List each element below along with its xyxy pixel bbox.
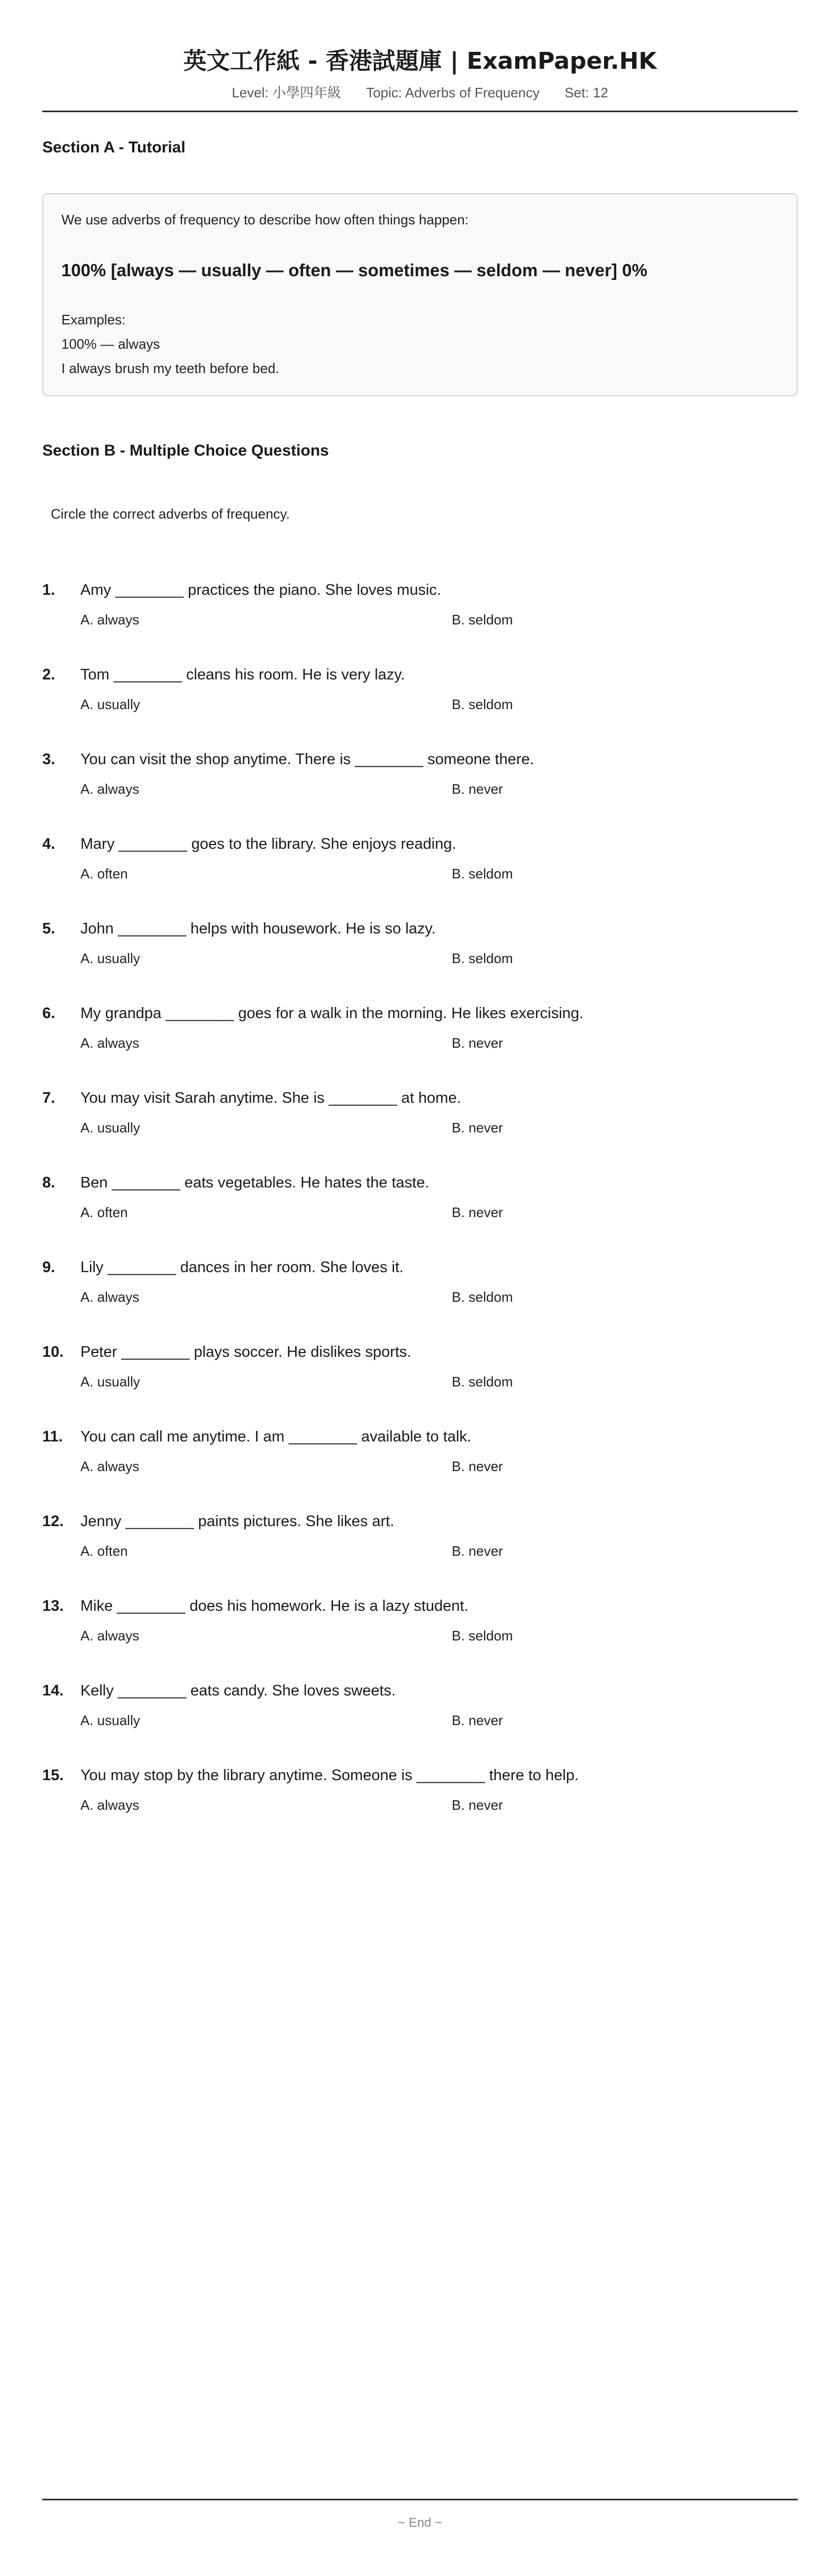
question-text: John ________ helps with housework. He is so lazy. (80, 920, 436, 937)
question-number: 12. (42, 1513, 64, 1530)
tutorial-examples (61, 307, 279, 380)
question-text: My grandpa ________ goes for a walk in the morning. He likes exercising. (80, 1005, 584, 1022)
option-a[interactable]: A. always (80, 1797, 140, 1813)
end-marker: ~ End ~ (397, 2516, 443, 2530)
option-b[interactable]: B. never (452, 1458, 503, 1474)
question-item (42, 1087, 798, 1151)
question-number: 6. (42, 1005, 56, 1022)
question-item (42, 1765, 798, 1828)
question-item (42, 1172, 798, 1236)
question-item (42, 1426, 798, 1490)
question-number: 4. (42, 836, 56, 852)
example-sentence: I always brush my teeth before bed. (61, 360, 279, 376)
question-number: 5. (42, 920, 56, 937)
option-a[interactable]: A. always (80, 781, 140, 797)
header-divider (42, 111, 798, 112)
option-b[interactable]: B. never (452, 1797, 503, 1813)
option-a[interactable]: A. usually (80, 950, 140, 966)
footer-divider (42, 2499, 798, 2500)
option-a[interactable]: A. always (80, 1035, 140, 1051)
question-number: 10. (42, 1344, 64, 1360)
tutorial-box (42, 193, 798, 396)
option-a[interactable]: A. often (80, 1543, 128, 1559)
question-number: 8. (42, 1174, 56, 1191)
question-number: 2. (42, 666, 56, 683)
topic-label: Topic: Adverbs of Frequency (366, 85, 540, 101)
question-text: Kelly ________ eats candy. She loves sweets. (80, 1682, 396, 1699)
question-item (42, 1680, 798, 1744)
worksheet-header (42, 42, 798, 102)
question-number: 3. (42, 751, 56, 768)
option-a[interactable]: A. always (80, 1628, 140, 1644)
worksheet-title: 英文工作紙 - 香港試題庫 | ExamPaper.HK (183, 48, 657, 75)
question-item (42, 664, 798, 728)
examples-label: Examples: (61, 312, 126, 328)
frequency-scale: 100% [always — usually — often — sometimes — seldom — never] 0% (61, 260, 647, 280)
question-number: 7. (42, 1090, 56, 1106)
section-b-heading: Section B - Multiple Choice Questions (42, 442, 329, 459)
question-text: You can visit the shop anytime. There is ________ someone there. (80, 751, 534, 768)
question-text: Mike ________ does his homework. He is a lazy student. (80, 1598, 469, 1614)
instruction-text: Circle the correct adverbs of frequency. (51, 506, 290, 522)
option-b[interactable]: B. never (452, 1204, 503, 1220)
option-b[interactable]: B. seldom (452, 696, 513, 712)
option-a[interactable]: A. always (80, 612, 140, 628)
option-a[interactable]: A. often (80, 1204, 128, 1220)
section-a-heading: Section A - Tutorial (42, 139, 186, 156)
question-item (42, 1003, 798, 1066)
question-item (42, 1257, 798, 1320)
option-b[interactable]: B. never (452, 1035, 503, 1051)
question-text: Mary ________ goes to the library. She enjoys reading. (80, 836, 456, 852)
question-text: Ben ________ eats vegetables. He hates the taste. (80, 1174, 430, 1191)
option-b[interactable]: B. seldom (452, 1628, 513, 1644)
question-item (42, 1341, 798, 1405)
level-label: Level: 小學四年級 (232, 85, 341, 101)
option-a[interactable]: A. usually (80, 696, 140, 712)
question-number: 14. (42, 1682, 64, 1699)
option-b[interactable]: B. seldom (452, 1289, 513, 1305)
question-text: You can call me anytime. I am ________ available to talk. (80, 1428, 471, 1445)
question-item (42, 918, 798, 982)
question-number: 15. (42, 1767, 64, 1784)
option-b[interactable]: B. seldom (452, 1374, 513, 1390)
option-b[interactable]: B. seldom (452, 612, 513, 628)
question-text: You may visit Sarah anytime. She is ________ at home. (80, 1090, 461, 1106)
question-number: 9. (42, 1259, 56, 1276)
option-a[interactable]: A. always (80, 1289, 140, 1305)
option-b[interactable]: B. never (452, 781, 503, 797)
question-text: Peter ________ plays soccer. He dislikes sports. (80, 1344, 412, 1360)
question-item (42, 749, 798, 812)
option-a[interactable]: A. usually (80, 1374, 140, 1390)
worksheet-meta (42, 84, 798, 102)
question-item (42, 833, 798, 897)
option-a[interactable]: A. always (80, 1458, 140, 1474)
option-b[interactable]: B. never (452, 1712, 503, 1728)
question-text: Tom ________ cleans his room. He is very lazy. (80, 666, 405, 683)
tutorial-intro: We use adverbs of frequency to describe how often things happen: (61, 212, 469, 228)
question-number: 13. (42, 1598, 64, 1614)
question-text: Amy ________ practices the piano. She loves music. (80, 582, 441, 598)
option-b[interactable]: B. seldom (452, 950, 513, 966)
question-item (42, 1595, 798, 1659)
option-a[interactable]: A. often (80, 866, 128, 882)
option-a[interactable]: A. usually (80, 1712, 140, 1728)
set-label: Set: 12 (564, 85, 608, 101)
question-item (42, 1511, 798, 1574)
question-item (42, 579, 798, 643)
question-text: You may stop by the library anytime. Someone is ________ there to help. (80, 1767, 579, 1784)
question-text: Lily ________ dances in her room. She loves it. (80, 1259, 404, 1276)
question-number: 1. (42, 582, 56, 598)
option-b[interactable]: B. never (452, 1543, 503, 1559)
option-a[interactable]: A. usually (80, 1120, 140, 1136)
option-b[interactable]: B. never (452, 1120, 503, 1136)
option-b[interactable]: B. seldom (452, 866, 513, 882)
question-number: 11. (42, 1428, 63, 1445)
worksheet-page (42, 0, 798, 2576)
example-line: 100% — always (61, 336, 160, 352)
question-text: Jenny ________ paints pictures. She likes art. (80, 1513, 395, 1530)
